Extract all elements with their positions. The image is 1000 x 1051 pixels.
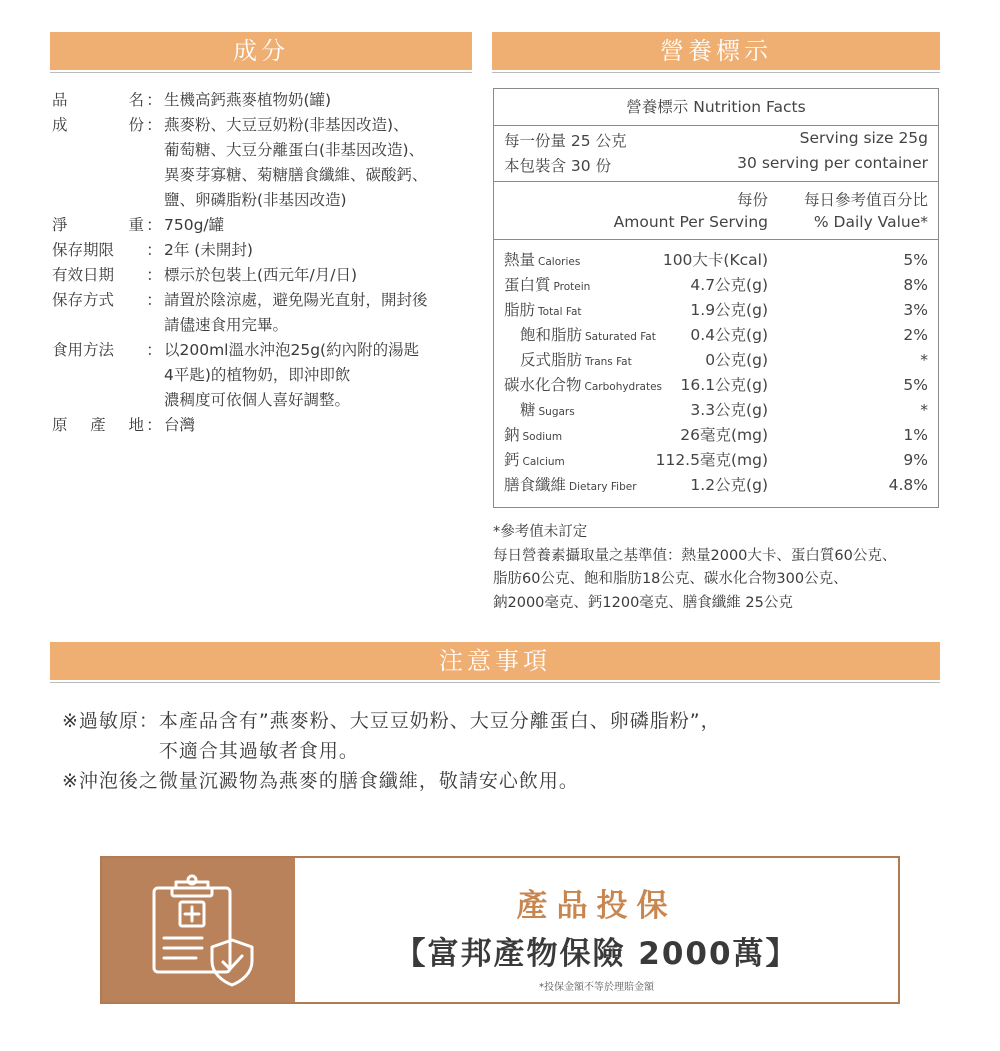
ingredient-value: 台灣 (164, 416, 196, 434)
colon: ： (146, 241, 162, 259)
nutrition-title: 營養標示 Nutrition Facts (626, 98, 806, 116)
nutrient-row (494, 473, 938, 498)
ingredient-value: 標示於包裝上(西元年/月/日) (164, 266, 358, 284)
nutrient-daily-value: * (920, 351, 928, 369)
ingredient-label-part: 成 (52, 116, 68, 134)
ingredient-label (52, 338, 144, 413)
nutrient-name-zh: 熱量 (504, 251, 536, 269)
allergen-label: ※過敏原： (62, 710, 159, 732)
ingredient-row (52, 288, 472, 338)
ingredient-row (52, 88, 472, 113)
nutrient-name-en: Trans Fat (585, 356, 632, 368)
allergen-line: 不適合其過敏者食用。 (158, 740, 359, 762)
nutrient-name (504, 248, 580, 275)
allergen-note (62, 706, 721, 766)
ingredient-row (52, 113, 472, 213)
ingredient-value: 以200ml溫水沖泡25g(約內附的湯匙 (164, 341, 420, 359)
ingredient-label-part: 產 (90, 416, 106, 434)
divider (50, 72, 472, 73)
ingredient-row (52, 413, 472, 438)
nutrient-row (494, 273, 938, 298)
insurance-icon-panel (102, 858, 295, 1002)
ingredient-value: 濃稠度可依個人喜好調整。 (164, 391, 351, 409)
footnote-line: 每日營養素攝取量之基準值：熱量2000大卡、蛋白質60公克、 (493, 547, 897, 564)
ingredient-label-part: 保存期限 (52, 241, 115, 259)
ingredient-value: 葡萄糖、大豆分離蛋白(非基因改造)、 (164, 141, 425, 159)
nutrient-amount: 26毫克(mg) (680, 426, 768, 444)
colon: ： (146, 266, 162, 284)
ingredient-label-part: 份 (128, 116, 144, 134)
nutrient-row (494, 298, 938, 323)
nutrient-row (494, 373, 938, 398)
nutrient-daily-value: * (920, 401, 928, 419)
nutrient-amount: 1.2公克(g) (690, 476, 768, 494)
nutrient-name-zh: 反式脂肪 (520, 351, 583, 369)
nutrient-name-en: Sodium (522, 431, 563, 443)
colon: ： (146, 91, 162, 109)
colon: ： (146, 291, 162, 309)
serving-size-zh: 每一份量 25 公克 (504, 132, 627, 150)
ingredient-row (52, 213, 472, 238)
serving-count-zh: 本包裝含 30 份 (504, 157, 612, 175)
daily-value-en: % Daily Value* (813, 213, 928, 231)
ingredient-label-part: 淨 (52, 216, 68, 234)
nutrient-name (504, 298, 582, 325)
nutrient-amount: 3.3公克(g) (690, 401, 768, 419)
nutrient-row (494, 248, 938, 273)
nutrient-name-en: Calories (538, 256, 581, 268)
ingredient-label-part: 地 (128, 416, 144, 434)
ingredient-label-part: 保存方式 (52, 291, 115, 309)
nutrient-name-zh: 蛋白質 (504, 276, 551, 294)
nutrient-name-en: Calcium (522, 456, 565, 468)
ingredient-value: 生機高鈣燕麥植物奶(罐) (164, 91, 332, 109)
nutrient-name-zh: 碳水化合物 (504, 376, 582, 394)
nutrient-daily-value: 9% (903, 451, 928, 469)
ingredient-value: 750g/罐 (164, 216, 225, 234)
ingredient-label (52, 238, 144, 263)
nutrient-row (494, 323, 938, 348)
nutrient-name-zh: 膳食纖維 (504, 476, 567, 494)
nutrient-name (504, 473, 637, 500)
ingredient-value: 請置於陰涼處，避免陽光直射，開封後 (164, 291, 428, 309)
nutrient-amount: 112.5毫克(mg) (655, 451, 768, 469)
notes-section (62, 706, 721, 796)
sediment-note: ※沖泡後之微量沉澱物為燕麥的膳食纖維，敬請安心飲用。 (62, 770, 579, 792)
nutrient-name (504, 373, 662, 400)
nutrient-amount: 1.9公克(g) (690, 301, 768, 319)
nutrient-amount: 0公克(g) (705, 351, 768, 369)
divider (494, 181, 938, 182)
insurance-banner (100, 856, 900, 1004)
notes-header: 注意事項 (50, 642, 940, 680)
ingredient-row (52, 338, 472, 413)
ingredients-list (52, 88, 472, 438)
ingredient-value: 請儘速食用完畢。 (164, 316, 289, 334)
nutrition-footnote (493, 521, 896, 615)
insurance-title: 產品投保 (516, 888, 677, 924)
ingredient-label (52, 88, 144, 113)
ingredient-row (52, 263, 472, 288)
nutrient-name-en: Carbohydrates (584, 381, 663, 393)
nutrient-daily-value: 5% (903, 251, 928, 269)
colon: ： (146, 341, 162, 359)
ingredient-label (52, 213, 144, 238)
ingredient-value: 鹽、卵磷脂粉(非基因改造) (164, 191, 347, 209)
ingredient-value: 4平匙)的植物奶，即沖即飲 (164, 366, 351, 384)
per-serving-en: Amount Per Serving (613, 213, 768, 231)
nutrient-row (494, 398, 938, 423)
nutrient-name-zh: 鈉 (504, 426, 520, 444)
serving-size-en: Serving size 25g (799, 129, 928, 147)
ingredient-label-part: 有效日期 (52, 266, 115, 284)
ingredients-header: 成分 (50, 32, 472, 70)
nutrient-amount: 4.7公克(g) (690, 276, 768, 294)
insurance-amount: 【富邦產物保險 2000萬】 (394, 936, 799, 972)
nutrition-header: 營養標示 (492, 32, 940, 70)
colon: ： (146, 416, 162, 434)
divider (494, 239, 938, 240)
nutrient-name (504, 273, 590, 300)
colon: ： (146, 116, 162, 134)
nutrient-name-zh: 脂肪 (504, 301, 536, 319)
nutrient-daily-value: 4.8% (888, 476, 928, 494)
clipboard-shield-icon (102, 858, 295, 1002)
divider (50, 682, 940, 683)
nutrient-daily-value: 3% (903, 301, 928, 319)
nutrient-amount: 0.4公克(g) (690, 326, 768, 344)
nutrient-name-zh: 糖 (520, 401, 536, 419)
ingredient-label (52, 113, 144, 213)
nutrient-name-en: Dietary Fiber (569, 481, 637, 493)
colon: ： (146, 216, 162, 234)
nutrient-name-en: Protein (553, 281, 591, 293)
nutrient-name (520, 398, 575, 425)
allergen-line: 本產品含有”燕麥粉、大豆豆奶粉、大豆分離蛋白、卵磷脂粉”， (158, 710, 721, 732)
divider (492, 72, 940, 73)
nutrient-daily-value: 1% (903, 426, 928, 444)
insurance-note: *投保金額不等於理賠金額 (539, 982, 654, 993)
divider (494, 125, 938, 126)
nutrient-name-en: Total Fat (538, 306, 582, 318)
nutrient-amount: 100大卡(Kcal) (662, 251, 768, 269)
nutrient-row (494, 423, 938, 448)
ingredient-label-part: 原 (52, 416, 68, 434)
ingredient-label (52, 263, 144, 288)
nutrient-name (520, 348, 632, 375)
ingredient-value: 燕麥粉、大豆豆奶粉(非基因改造)、 (164, 116, 409, 134)
ingredient-row (52, 238, 472, 263)
footnote-line: 脂肪60公克、飽和脂肪18公克、碳水化合物300公克、 (493, 571, 848, 587)
footnote-line: 鈉2000毫克、鈣1200毫克、膳食纖維 25公克 (493, 594, 793, 611)
nutrient-row (494, 348, 938, 373)
ingredient-label-part: 名 (128, 91, 144, 109)
nutrient-name-zh: 鈣 (504, 451, 520, 469)
daily-value-zh: 每日參考值百分比 (803, 191, 928, 209)
ingredient-value: 異麥芽寡糖、菊糖膳食纖維、碳酸鈣、 (164, 166, 428, 184)
ingredient-label-part: 重 (128, 216, 144, 234)
footnote-line: *參考值未訂定 (493, 524, 588, 540)
ingredient-value: 2年 (未開封) (164, 241, 253, 259)
nutrient-name-en: Saturated Fat (585, 331, 656, 343)
nutrient-name (520, 323, 656, 350)
nutrient-daily-value: 2% (903, 326, 928, 344)
ingredient-label (52, 288, 144, 338)
nutrient-name (504, 448, 565, 475)
nutrition-facts-table (493, 88, 939, 508)
serving-count-en: 30 serving per container (737, 154, 928, 172)
nutrient-amount: 16.1公克(g) (680, 376, 768, 394)
ingredient-label-part: 食用方法 (52, 341, 115, 359)
per-serving-zh: 每份 (736, 191, 768, 209)
nutrient-daily-value: 8% (903, 276, 928, 294)
nutrient-row (494, 448, 938, 473)
nutrient-daily-value: 5% (903, 376, 928, 394)
ingredient-label-part: 品 (52, 91, 68, 109)
ingredient-label (52, 413, 144, 438)
nutrient-name (504, 423, 562, 450)
nutrient-name-en: Sugars (538, 406, 575, 418)
nutrient-name-zh: 飽和脂肪 (520, 326, 583, 344)
